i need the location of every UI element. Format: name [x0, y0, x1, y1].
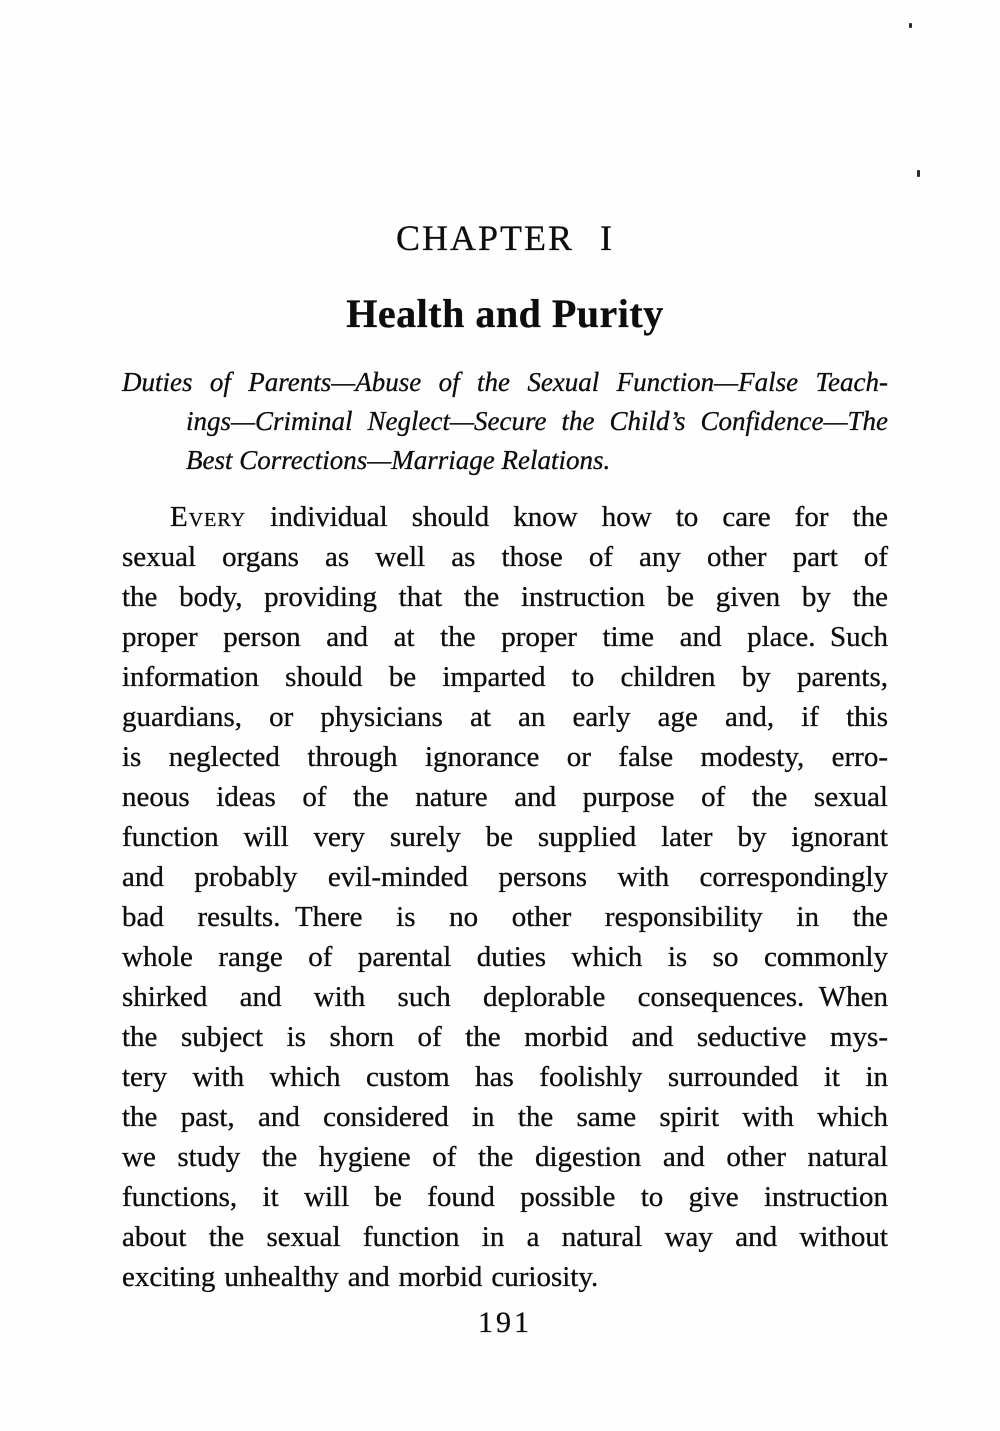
- body-line: neous ideas of the nature and purpose of the sexual: [122, 781, 888, 813]
- body-line: proper person and at the proper time and place. Such: [122, 621, 888, 653]
- summary-line: Best Corrections—Marriage Relations.: [186, 445, 611, 475]
- chapter-label: CHAPTER: [395, 218, 575, 258]
- summary-line: Duties of Parents—Abuse of the Sexual Function—False Teach-: [122, 367, 888, 397]
- body-line: [122, 497, 888, 537]
- body-line: exciting unhealthy and morbid curiosity.: [122, 1261, 599, 1293]
- chapter-heading: [122, 218, 888, 258]
- chapter-number: I: [600, 218, 615, 258]
- body-line: bad results. There is no other responsibility in the: [122, 901, 888, 933]
- body-line: and probably evil-minded persons with correspondingly: [122, 861, 888, 893]
- lead-word: Every: [170, 501, 247, 533]
- body-line: tery with which custom has foolishly surrounded it in: [122, 1061, 888, 1093]
- body-paragraph: [122, 497, 888, 1297]
- scan-speck: [909, 23, 912, 28]
- chapter-summary: [122, 363, 888, 480]
- body-line-text: individual should know how to care for the: [270, 501, 888, 533]
- body-line: functions, it will be found possible to give instruction: [122, 1181, 888, 1213]
- body-line: we study the hygiene of the digestion and other natural: [122, 1141, 888, 1173]
- summary-line: ings—Criminal Neglect—Secure the Child’s Confidence—The: [186, 406, 888, 436]
- scan-speck: [917, 170, 920, 177]
- body-line: information should be imparted to children by parents,: [122, 661, 888, 693]
- body-line: the subject is shorn of the morbid and seductive mys-: [122, 1021, 888, 1053]
- body-line: shirked and with such deplorable consequences. When: [122, 981, 888, 1013]
- body-line: is neglected through ignorance or false modesty, erro-: [122, 741, 888, 773]
- page-title: Health and Purity: [346, 291, 664, 336]
- body-line: about the sexual function in a natural way and without: [122, 1221, 888, 1253]
- body-line: whole range of parental duties which is so commonly: [122, 941, 888, 973]
- body-line: the past, and considered in the same spirit with which: [122, 1101, 888, 1133]
- body-line: guardians, or physicians at an early age and, if this: [122, 701, 888, 733]
- page-number: 191: [478, 1306, 532, 1339]
- body-line: function will very surely be supplied later by ignorant: [122, 821, 888, 853]
- body-line: sexual organs as well as those of any other part of: [122, 541, 888, 573]
- body-line: the body, providing that the instruction be given by the: [122, 581, 888, 613]
